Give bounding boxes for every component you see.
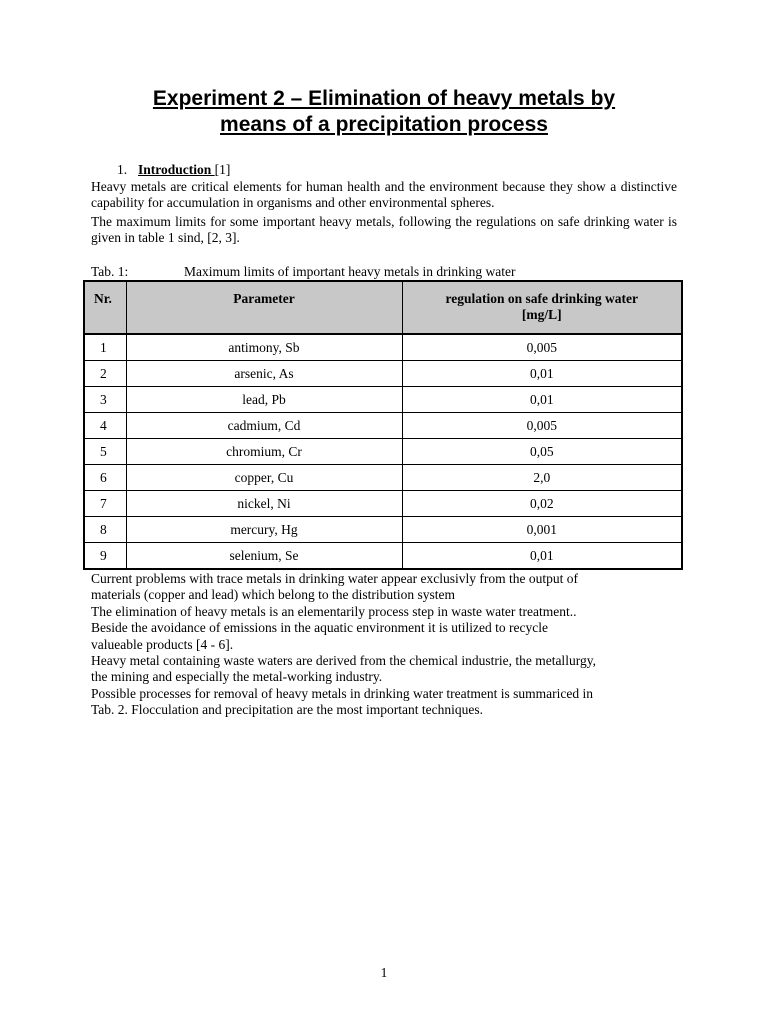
intro-paragraph-2: The maximum limits for some important heavy metals, following the regulations on safe drinking water is given in table 1 sind, [2, 3]. bbox=[91, 214, 677, 246]
cell-parameter: mercury, Hg bbox=[126, 517, 402, 543]
table-row bbox=[84, 413, 682, 439]
cell-parameter: cadmium, Cd bbox=[126, 413, 402, 439]
table-label: Tab. 1: bbox=[91, 264, 129, 279]
cell-nr: 9 bbox=[84, 543, 126, 570]
title-line-1: Experiment 2 – Elimination of heavy metals by bbox=[152, 87, 616, 110]
table-row bbox=[84, 517, 682, 543]
header-parameter: Parameter bbox=[126, 281, 402, 334]
cell-nr: 7 bbox=[84, 491, 126, 517]
body-line: Possible processes for removal of heavy metals in drinking water treatment is summariced in bbox=[91, 685, 593, 701]
section-number: 1. bbox=[117, 162, 128, 177]
body-line: The elimination of heavy metals is an elementarily process step in waste water treatment.. bbox=[91, 603, 577, 619]
cell-nr: 5 bbox=[84, 439, 126, 465]
table-row bbox=[84, 439, 682, 465]
body-line: Heavy metal containing waste waters are derived from the chemical industrie, the metallurgy, bbox=[91, 653, 596, 669]
cell-nr: 6 bbox=[84, 465, 126, 491]
section-title: Introduction bbox=[138, 162, 215, 177]
section-reference: [1] bbox=[214, 162, 231, 177]
intro-paragraph-1: Heavy metals are critical elements for human health and the environment because they show a distinctive capability for accumulation in organisms and other environmental spheres. bbox=[91, 179, 677, 211]
cell-value: 0,01 bbox=[402, 387, 682, 413]
body-line: Beside the avoidance of emissions in the aquatic environment it is utilized to recycle bbox=[91, 620, 548, 636]
document-title bbox=[0, 86, 768, 138]
cell-nr: 4 bbox=[84, 413, 126, 439]
table-row bbox=[84, 387, 682, 413]
header-regulation-line1: regulation on safe drinking water bbox=[445, 291, 638, 306]
cell-nr: 1 bbox=[84, 334, 126, 361]
cell-parameter: chromium, Cr bbox=[126, 439, 402, 465]
page-number: 1 bbox=[380, 965, 388, 980]
cell-parameter: arsenic, As bbox=[126, 361, 402, 387]
cell-nr: 2 bbox=[84, 361, 126, 387]
table-row bbox=[84, 465, 682, 491]
cell-value: 0,02 bbox=[402, 491, 682, 517]
header-regulation bbox=[402, 281, 682, 334]
body-paragraphs bbox=[91, 571, 691, 719]
body-line: Tab. 2. Flocculation and precipitation are the most important techniques. bbox=[91, 702, 483, 718]
title-line-2: means of a precipitation process bbox=[220, 113, 548, 136]
cell-value: 0,005 bbox=[402, 413, 682, 439]
cell-nr: 8 bbox=[84, 517, 126, 543]
table-row bbox=[84, 543, 682, 570]
cell-parameter: antimony, Sb bbox=[126, 334, 402, 361]
cell-value: 0,01 bbox=[402, 543, 682, 570]
cell-parameter: selenium, Se bbox=[126, 543, 402, 570]
table-caption-text: Maximum limits of important heavy metals in drinking water bbox=[184, 264, 516, 279]
header-regulation-unit: [mg/L] bbox=[521, 307, 562, 322]
body-line: materials (copper and lead) which belong to the distribution system bbox=[91, 587, 456, 603]
header-nr: Nr. bbox=[84, 281, 126, 334]
heavy-metals-table bbox=[83, 280, 683, 570]
cell-value: 0,005 bbox=[402, 334, 682, 361]
cell-parameter: lead, Pb bbox=[126, 387, 402, 413]
table-row bbox=[84, 491, 682, 517]
cell-parameter: nickel, Ni bbox=[126, 491, 402, 517]
cell-value: 0,05 bbox=[402, 439, 682, 465]
body-line: Current problems with trace metals in drinking water appear exclusivly from the output of bbox=[91, 571, 578, 586]
cell-parameter: copper, Cu bbox=[126, 465, 402, 491]
body-line: the mining and especially the metal-working industry. bbox=[91, 669, 383, 685]
table-caption bbox=[91, 264, 515, 280]
section-heading bbox=[117, 162, 230, 178]
cell-value: 0,001 bbox=[402, 517, 682, 543]
table-row bbox=[84, 361, 682, 387]
cell-value: 2,0 bbox=[402, 465, 682, 491]
table-header-row bbox=[84, 281, 682, 334]
body-line: valueable products [4 - 6]. bbox=[91, 636, 234, 652]
table-row bbox=[84, 334, 682, 361]
cell-nr: 3 bbox=[84, 387, 126, 413]
cell-value: 0,01 bbox=[402, 361, 682, 387]
